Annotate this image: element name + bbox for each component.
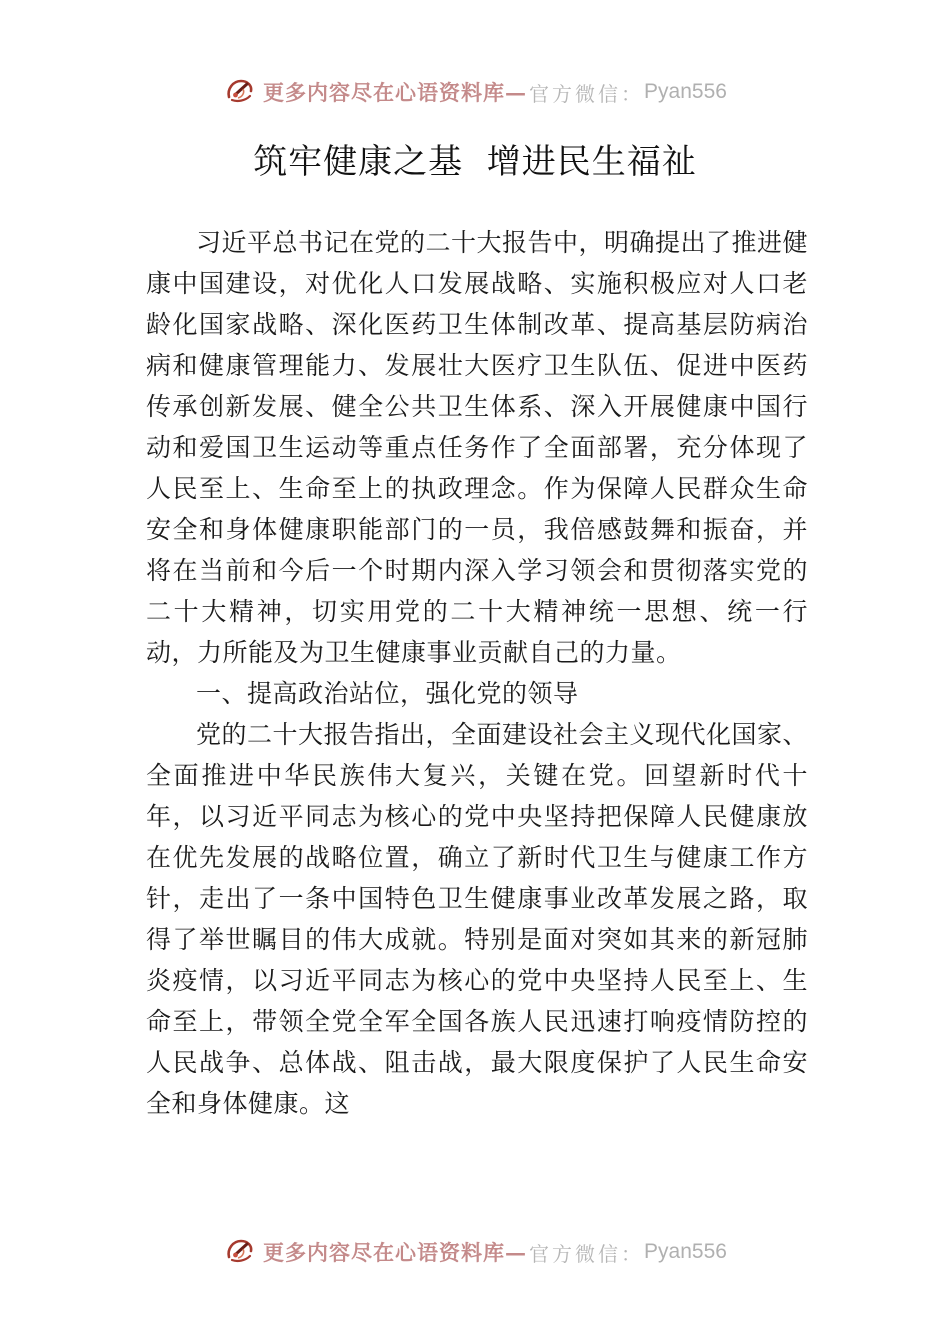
banner-text: 更多内容尽在心语资料库— [263, 1240, 528, 1265]
header-watermark-banner [0, 72, 950, 112]
banner-text: 更多内容尽在心语资料库— [263, 80, 528, 105]
brush-logo-icon [223, 75, 257, 109]
body-paragraph: 党的二十大报告指出，全面建设社会主义现代化国家、全面推进中华民族伟大复兴，关键在党。回望新时代十年，以习近平同志为核心的党中央坚持把保障人民健康放在优先发展的战略位置，确立了新时代卫生与健康工作方针，走出了一条中国特色卫生健康事业改革发展之路，取得了举世瞩目的伟大成就。特别是面对突如其来的新冠肺炎疫情，以习近平同志为核心的党中央坚持人民至上、生命至上，带领全党全军全国各族人民迅速打响疫情防控的人民战争、总体战、阻击战，最大限度保护了人民生命安全和身体健康。这 [146, 720, 809, 1118]
body-paragraph: 习近平总书记在党的二十大报告中，明确提出了推进健康中国建设，对优化人口发展战略、实施积极应对人口老龄化国家战略、深化医药卫生体制改革、提高基层防病治病和健康管理能力、发展壮大医疗卫生队伍、促进中医药传承创新发展、健全公共卫生体系、深入开展健康中国行动和爱国卫生运动等重点任务作了全面部署，充分体现了人民至上、生命至上的执政理念。作为保障人民群众生命安全和身体健康职能部门的一员，我倍感鼓舞和振奋，并将在当前和今后一个时期内深入学习领会和贯彻落实党的二十大精神，切实用党的二十大精神统一思想、统一行动，力所能及为卫生健康事业贡献自己的力量。 [146, 228, 809, 667]
banner-wechat-id: Pyan556 [644, 80, 727, 103]
section-heading: 一、提高政治站位，强化党的领导 [196, 679, 579, 708]
banner-wechat-id: Pyan556 [644, 1240, 727, 1263]
brush-logo-icon [223, 1235, 257, 1269]
banner-wechat-label: 官方微信： [529, 1241, 645, 1266]
document-title: 筑牢健康之基 增进民生福祉 [253, 142, 697, 182]
document-body [146, 222, 808, 1124]
banner-wechat-label: 官方微信： [529, 81, 645, 106]
footer-watermark-banner [0, 1232, 950, 1272]
